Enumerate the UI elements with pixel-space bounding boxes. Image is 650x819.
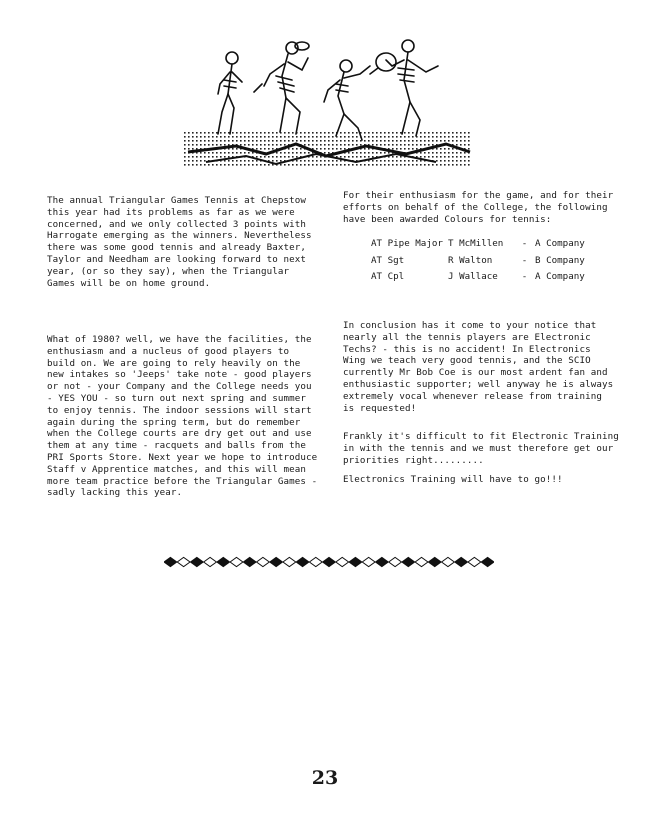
- separator-dash: -: [521, 271, 528, 282]
- filled-diamond-icon: [402, 557, 415, 566]
- paragraph-colours-intro: [343, 190, 633, 225]
- paragraph-closing-line: [343, 474, 633, 486]
- paragraph-text: The annual Triangular Games Tennis at Chepstow this year had its problems as far as we were concerned, and we only collected 3 points with Harrogate emerging as the winners. Nevertheless there was some good tennis and already Baxter, Taylor and Needham are looking forward to next year, (or so they say), when the Triangular Games will be on home ground.: [47, 195, 312, 289]
- separator-dash: -: [521, 254, 528, 266]
- hollow-diamond-icon: [468, 557, 481, 566]
- filled-diamond-icon: [296, 557, 309, 566]
- company: A Company: [535, 271, 585, 282]
- hollow-diamond-icon: [309, 557, 322, 566]
- paragraph-text: Frankly it's difficult to fit Electronic Training in with the tennis and we must therefore get our priorities right.........: [343, 431, 619, 466]
- hollow-diamond-icon: [204, 557, 217, 566]
- filled-diamond-icon: [270, 557, 283, 566]
- hollow-diamond-icon: [362, 557, 375, 566]
- filled-diamond-icon: [164, 557, 177, 566]
- paragraph-in-conclusion: [343, 320, 633, 414]
- filled-diamond-icon: [455, 557, 468, 566]
- list-item: [371, 253, 585, 270]
- filled-diamond-icon: [243, 557, 256, 566]
- company: B Company: [535, 254, 585, 266]
- paragraph-text: For their enthusiasm for the game, and for their efforts on behalf of the College, the following have been awarded Colours for tennis:: [343, 190, 614, 225]
- player-name: T McMillen: [448, 238, 504, 249]
- rank: AT Sgt: [371, 254, 405, 266]
- company: A Company: [535, 238, 585, 249]
- hollow-diamond-icon: [177, 557, 190, 566]
- hollow-diamond-icon: [442, 557, 455, 566]
- filled-diamond-icon: [375, 557, 388, 566]
- hollow-diamond-icon: [415, 557, 428, 566]
- hollow-diamond-icon: [336, 557, 349, 566]
- page-number: 23: [311, 767, 339, 789]
- filled-diamond-icon: [217, 557, 230, 566]
- list-item: [371, 269, 585, 286]
- player-name: J Wallace: [448, 271, 498, 282]
- filled-diamond-icon: [349, 557, 362, 566]
- filled-diamond-icon: [481, 557, 494, 566]
- tennis-players-sketch-icon: [176, 36, 478, 174]
- colours-awarded-list: [371, 236, 585, 286]
- hollow-diamond-icon: [389, 557, 402, 566]
- hollow-diamond-icon: [283, 557, 296, 566]
- paragraph-what-of-1980: [47, 334, 337, 499]
- hollow-diamond-icon: [230, 557, 243, 566]
- paragraph-triangular-games: [47, 195, 337, 289]
- rank: AT Pipe Major: [371, 238, 443, 249]
- filled-diamond-icon: [428, 557, 441, 566]
- hollow-diamond-icon: [257, 557, 270, 566]
- separator-dash: -: [521, 238, 528, 249]
- paragraph-frankly: [343, 431, 633, 466]
- filled-diamond-icon: [190, 557, 203, 566]
- diamond-chain-divider-icon: [164, 555, 494, 569]
- paragraph-text: In conclusion has it come to your notice that nearly all the tennis players are Electronic Techs? - this is no accident! In Electronics Wing we teach very good tennis, and the SCIO currently Mr Bob Coe is our most ardent fan and enthusiastic supporter; well anyway he is always extremely vocal whenever release from training is requested!: [343, 320, 614, 414]
- filled-diamond-icon: [323, 557, 336, 566]
- player-name: R Walton: [448, 254, 493, 266]
- list-item: [371, 236, 585, 253]
- paragraph-text: What of 1980? well, we have the facilities, the enthusiasm and a nucleus of good players to build on. We are going to rely heavily on the new intakes so 'Jeeps' take note - good players or not - your Company and the College needs you - YES YOU - so turn out next spring and summer to enjoy tennis. The indoor sessions will start again during the spring term, but do remember when the College courts are dry get out and use them at any time - racquets and balls from the PRI Sports Store. Next year we hope to introduce Staff v Apprentice matches, and this will mean more team practice before the Triangular Games - sadly lacking this year.: [47, 334, 318, 499]
- paragraph-text: Electronics Training will have to go!!!: [343, 474, 563, 485]
- rank: AT Cpl: [371, 271, 405, 282]
